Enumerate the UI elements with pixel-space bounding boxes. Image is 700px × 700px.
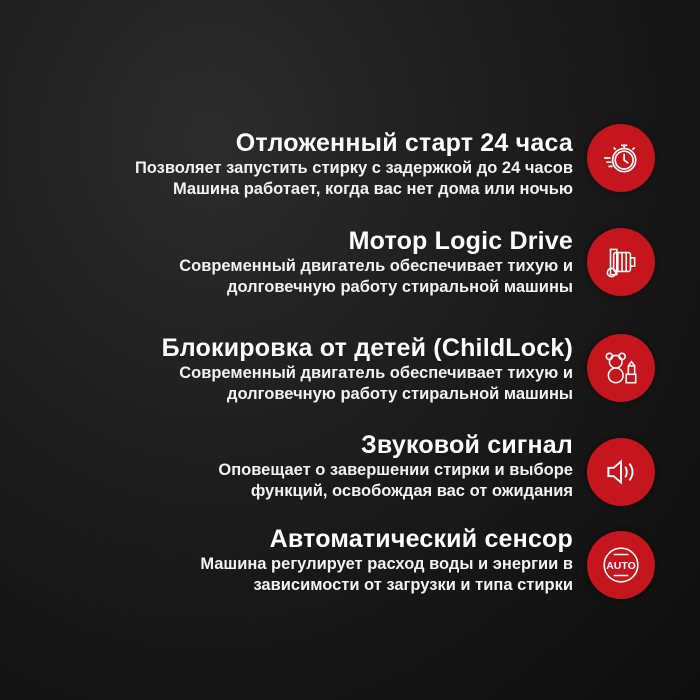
feature-title: Отложенный старт 24 часа <box>235 129 573 157</box>
feature-desc-line: Оповещает о завершении стирки и выборе <box>218 461 573 479</box>
stopwatch-icon <box>587 124 655 192</box>
feature-title: Звуковой сигнал <box>361 431 573 459</box>
feature-auto-sensor <box>13 524 573 596</box>
feature-childlock <box>13 333 573 405</box>
feature-desc-line: Позволяет запустить стирку с задержкой до 24 часов <box>134 159 573 177</box>
feature-desc-line: долговечную работу стиральной машины <box>227 385 573 403</box>
feature-desc-line: зависимости от загрузки и типа стирки <box>253 576 573 594</box>
feature-desc-line: долговечную работу стиральной машины <box>227 278 573 296</box>
feature-motor <box>13 226 573 298</box>
feature-sound-signal <box>13 430 573 502</box>
feature-desc-line: Современный двигатель обеспечивает тихую и <box>179 364 573 382</box>
feature-desc-line: функций, освобождая вас от ожидания <box>250 482 573 500</box>
auto-sensor-icon <box>587 531 655 599</box>
feature-title: Автоматический сенсор <box>269 525 573 553</box>
feature-title: Мотор Logic Drive <box>348 227 573 255</box>
motor-icon <box>587 228 655 296</box>
feature-desc-line: Машина работает, когда вас нет дома или ночью <box>172 180 573 198</box>
feature-desc-line: Машина регулирует расход воды и энергии в <box>200 555 573 573</box>
feature-desc-line: Современный двигатель обеспечивает тихую и <box>179 257 573 275</box>
feature-title: Блокировка от детей (ChildLock) <box>161 334 573 362</box>
auto-label: AUTO <box>606 560 636 573</box>
speaker-icon <box>587 438 655 506</box>
feature-delayed-start <box>13 128 573 200</box>
teddy-bear-icon <box>587 334 655 402</box>
